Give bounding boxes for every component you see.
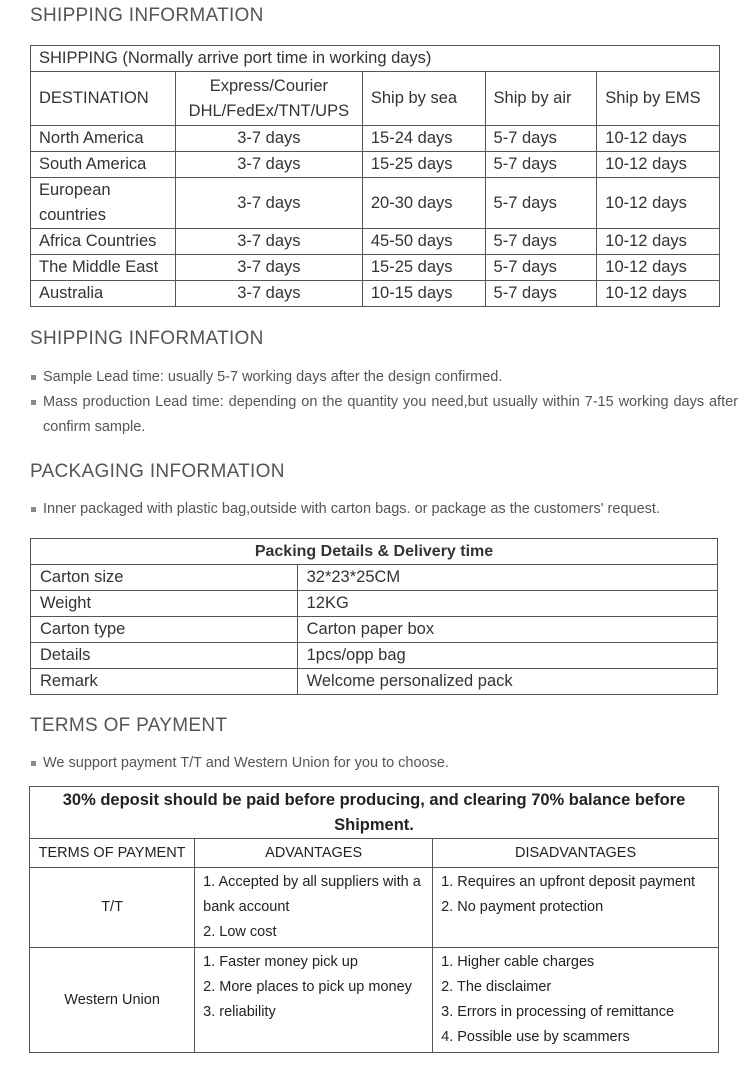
air-cell: 5-7 days	[485, 255, 597, 281]
destination-line2: countries	[39, 206, 106, 224]
table-row	[31, 617, 718, 643]
header-disadvantages: DISADVANTAGES	[433, 839, 719, 868]
table-caption-row	[31, 46, 720, 72]
table-row	[31, 229, 720, 255]
advantages-cell	[195, 868, 433, 948]
row-label: Carton size	[31, 565, 298, 591]
sea-cell: 20-30 days	[362, 178, 485, 229]
express-cell: 3-7 days	[175, 229, 362, 255]
disadvantages-cell	[433, 868, 719, 948]
list-item: 2. Low cost	[203, 924, 277, 940]
disadvantages-cell	[433, 948, 719, 1053]
ems-cell: 10-12 days	[597, 126, 720, 152]
express-cell: 3-7 days	[175, 178, 362, 229]
shipping-section-title: SHIPPING INFORMATION	[30, 5, 264, 26]
list-item: 1. Accepted by all suppliers with a	[203, 874, 421, 890]
header-destination: DESTINATION	[31, 72, 176, 126]
table-row	[31, 565, 718, 591]
term-cell: Western Union	[30, 948, 195, 1053]
shipping-table-caption: SHIPPING (Normally arrive port time in working days)	[31, 46, 720, 72]
table-row	[31, 255, 720, 281]
air-cell: 5-7 days	[485, 152, 597, 178]
list-item: 2. More places to pick up money	[203, 979, 412, 995]
sea-cell: 10-15 days	[362, 281, 485, 307]
table-row	[31, 126, 720, 152]
table-row	[31, 152, 720, 178]
header-sea: Ship by sea	[362, 72, 485, 126]
bullet-square-icon	[31, 400, 36, 405]
table-header-row	[31, 72, 720, 126]
payment-table-caption	[30, 787, 719, 839]
ems-cell: 10-12 days	[597, 152, 720, 178]
bullet-text: Inner packaged with plastic bag,outside with carton bags. or package as the customers' request.	[43, 501, 660, 517]
sea-cell: 15-25 days	[362, 152, 485, 178]
header-terms: TERMS OF PAYMENT	[30, 839, 195, 868]
caption-line1: 30% deposit should be paid before producing, and clearing 70% balance before	[62, 790, 686, 809]
row-label: Details	[31, 643, 298, 669]
packing-details-table	[30, 538, 718, 695]
bullet-item-payment	[30, 751, 738, 776]
destination-cell	[31, 178, 176, 229]
sea-cell: 15-24 days	[362, 126, 485, 152]
bullet-text: Sample Lead time: usually 5-7 working days after the design confirmed.	[43, 369, 503, 385]
destination-cell: South America	[31, 152, 176, 178]
row-label: Remark	[31, 669, 298, 695]
express-cell: 3-7 days	[175, 255, 362, 281]
header-express-line2: DHL/FedEx/TNT/UPS	[188, 101, 350, 120]
table-row	[30, 868, 719, 948]
air-cell: 5-7 days	[485, 126, 597, 152]
shipping-times-table	[30, 45, 720, 307]
list-item: bank account	[203, 899, 290, 915]
lead-time-section-title: SHIPPING INFORMATION	[30, 328, 264, 349]
list-item: 1. Requires an upfront deposit payment	[441, 874, 696, 890]
bullet-square-icon	[31, 507, 36, 512]
list-item: 2. The disclaimer	[441, 979, 552, 995]
payment-section-title: TERMS OF PAYMENT	[30, 715, 228, 736]
list-item: 3. Errors in processing of remittance	[441, 1004, 675, 1020]
table-row	[31, 643, 718, 669]
list-item: 4. Possible use by scammers	[441, 1029, 630, 1045]
air-cell: 5-7 days	[485, 178, 597, 229]
table-row	[31, 281, 720, 307]
destination-cell: North America	[31, 126, 176, 152]
payment-terms-table	[29, 786, 719, 1053]
ems-cell: 10-12 days	[597, 229, 720, 255]
row-value: Carton paper box	[297, 617, 717, 643]
destination-line1: European	[39, 181, 111, 199]
row-value: 1pcs/opp bag	[297, 643, 717, 669]
table-caption-row	[30, 787, 719, 839]
destination-cell: Africa Countries	[31, 229, 176, 255]
sea-cell: 15-25 days	[362, 255, 485, 281]
row-value: 32*23*25CM	[297, 565, 717, 591]
ems-cell: 10-12 days	[597, 178, 720, 229]
caption-line2: Shipment.	[334, 815, 414, 834]
header-express	[175, 72, 362, 126]
bullet-text: Mass production Lead time: depending on the quantity you need,but usually within 7-15 working days after confirm sample.	[43, 394, 738, 435]
term-cell: T/T	[30, 868, 195, 948]
bullet-square-icon	[31, 761, 36, 766]
header-air: Ship by air	[485, 72, 597, 126]
row-value: 12KG	[297, 591, 717, 617]
table-row	[31, 669, 718, 695]
express-cell: 3-7 days	[175, 126, 362, 152]
sea-cell: 45-50 days	[362, 229, 485, 255]
ems-cell: 10-12 days	[597, 255, 720, 281]
row-value: Welcome personalized pack	[297, 669, 717, 695]
destination-cell: The Middle East	[31, 255, 176, 281]
express-cell: 3-7 days	[175, 152, 362, 178]
header-express-line1: Express/Courier	[209, 76, 329, 95]
row-label: Carton type	[31, 617, 298, 643]
table-caption-row	[31, 539, 718, 565]
table-row	[31, 591, 718, 617]
list-item: 2. No payment protection	[441, 899, 604, 915]
bullet-item-mass-production-lead-time	[30, 390, 738, 440]
bullet-item-packaging	[30, 497, 738, 522]
bullet-text: We support payment T/T and Western Union for you to choose.	[43, 755, 449, 771]
destination-cell: Australia	[31, 281, 176, 307]
list-item: 1. Faster money pick up	[203, 954, 358, 970]
list-item: 3. reliability	[203, 1004, 276, 1020]
express-cell: 3-7 days	[175, 281, 362, 307]
bullet-square-icon	[31, 375, 36, 380]
list-item: 1. Higher cable charges	[441, 954, 595, 970]
packing-table-caption: Packing Details & Delivery time	[31, 539, 718, 565]
header-advantages: ADVANTAGES	[195, 839, 433, 868]
ems-cell: 10-12 days	[597, 281, 720, 307]
advantages-cell	[195, 948, 433, 1053]
table-header-row	[30, 839, 719, 868]
packaging-section-title: PACKAGING INFORMATION	[30, 461, 285, 482]
air-cell: 5-7 days	[485, 281, 597, 307]
air-cell: 5-7 days	[485, 229, 597, 255]
bullet-item-sample-lead-time	[30, 365, 738, 390]
table-row	[30, 948, 719, 1053]
table-row	[31, 178, 720, 229]
row-label: Weight	[31, 591, 298, 617]
header-ems: Ship by EMS	[597, 72, 720, 126]
